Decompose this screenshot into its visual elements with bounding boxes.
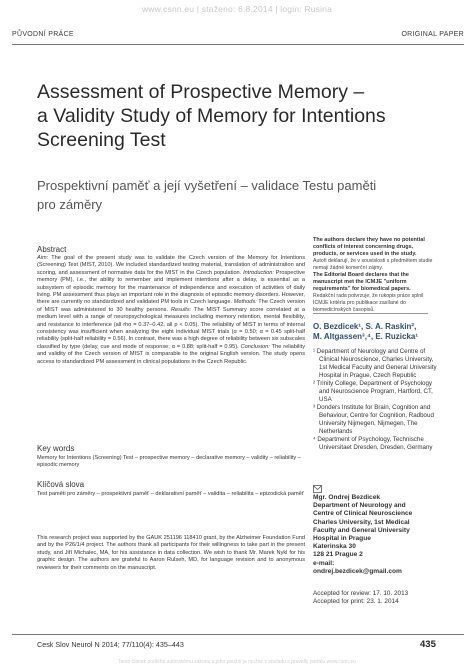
affiliation-item: ⁴ Department of Psychology, Technische Universitaet Dresden, Dresden, Germany <box>313 436 433 451</box>
corresponding-email[interactable]: ondrej.bezdicek@gmail.com <box>313 567 402 575</box>
declaration-conflicts-czech: Autoři deklarují, že v souvislosti s předmětem studie nemají žádné komerční zájmy. <box>313 258 433 271</box>
abstract-methods: The Czech version of MIST was administered to 30 healthy persons. <box>37 299 305 313</box>
article-subtitle-czech <box>37 176 457 214</box>
footer-divider <box>12 634 464 635</box>
author-line: O. Bezdicek¹, S. A. Raskin², <box>313 322 417 331</box>
affiliations <box>313 348 438 452</box>
abstract-label-introduction: Introduction: <box>243 269 274 276</box>
abstract-heading: Abstract <box>37 245 67 254</box>
title-line: a Validity Study of Memory for Intentions <box>37 105 386 127</box>
declaration-box <box>313 237 438 314</box>
declaration-icmje-czech: Redakční rada potvrzuje, že rukopis práce splnil ICMJE kritéria pro publikace zasílané do biomedicínských časopisů. <box>313 293 424 313</box>
author-line: M. Altgassen³,⁴, E. Ruzicka¹ <box>313 332 419 341</box>
affiliation-item: ³ Donders Institute for Brain, Cognition and Behaviour, Centre for Cognition, Radboud University Nijmegen, Nijmegen, The Netherlands <box>313 404 434 435</box>
subtitle-line: pro záměry <box>37 197 103 212</box>
corresponding-address-line: Charles University, 1st Medical <box>313 518 410 526</box>
corresponding-address-line: Hospital in Prague <box>313 535 371 543</box>
title-line: Assessment of Prospective Memory – <box>37 81 365 103</box>
keywords-heading: Key words <box>37 444 75 453</box>
abstract-label-results: Results: <box>170 306 192 313</box>
title-line: Screening Test <box>37 129 166 151</box>
header-divider <box>12 44 464 45</box>
page-number: 435 <box>420 639 436 650</box>
corresponding-address-line: 128 21 Prague 2 <box>313 551 363 559</box>
corresponding-email-label: e-mail: <box>313 559 335 567</box>
subtitle-line: Prospektivní paměť a její vyšetření – validace Testu paměti <box>37 178 377 193</box>
header-section-label: PŮVODNÍ PRÁCE <box>12 31 74 38</box>
page-header <box>12 31 464 42</box>
abstract-section <box>37 245 305 366</box>
envelope-icon <box>313 485 322 493</box>
funding-acknowledgement: This research project was supported by the GAUK 251196 118410 grant, by the Alzheimer Foundation Fund and by the P26/1/4 project. The authors thank all participants for their willingness to take part in the present study, and Jiří Michalec, MA, for his assistance in data collection. We wish to thank Mr. Marek Nykl for his graphic design. The authors are grateful to Aaron Rulseh, MD, for language revision and to anonymous reviewers for their comments on the manuscript. <box>37 535 305 571</box>
watermark-top: www.csnn.eu | staženo: 6.8.2014 | login: Rusina <box>141 4 333 14</box>
abstract-label-conclusion: Conclusion: <box>240 343 270 350</box>
watermark-bottom: Tento článek podléhá autorskému zákonu a jeho použití je možné v souladu s pravidly portálu www.csnn.eu <box>118 659 356 665</box>
corresponding-address-line: Faculty and General University <box>313 526 410 534</box>
abstract-results: The MIST Summary score correlated at a medium level with a range of neuropsychological measures including memory retention, mental flexibility, and resistance to interference (all rho = 0.37–0.42, all p < 0.05). The reliability of MIST in terms of internal consistency was insufficient when analyzing the eight individual MIST trials (α = 0.50; α = 0.45 split-half reliability (split-half reliability = 0.56). In contrast, there was a high degree of reliability between six subscales classified by type (delay, cue and mode of response; α = 0.88; split-half = 0.95). <box>37 306 305 350</box>
right-column-divider <box>313 313 428 314</box>
abstract-aim: The goal of the present study was to validate the Czech version of the Memory for Intentions (Screening) Test (MIST, 2010). We included standardized testing material, translation of administration and scoring, and assessment of normative data for the MIST in the Czech population. <box>37 255 305 276</box>
manuscript-dates <box>313 590 438 606</box>
klicova-slova-section <box>37 480 305 498</box>
declaration-conflicts: The authors declare they have no potential conflicts of interest concerning drugs, products, or services used in the study. <box>313 237 425 257</box>
author-list <box>313 322 438 342</box>
corresponding-author <box>313 494 438 576</box>
klicova-slova-heading: Klíčová slova <box>37 480 85 489</box>
keywords-section <box>37 444 305 470</box>
corresponding-address-line: Katerinska 30 <box>313 543 356 551</box>
corresponding-address-line: Centre of Clinical Neuroscience <box>313 510 413 518</box>
declaration-icmje: The Editorial Board declares that the manuscript met the ICMJE "uniform requirements" for biomedical papers. <box>313 272 411 292</box>
keywords-text: Memory for Intentions (Screening) Test – prospective memory – declarative memory – validity – reliability – episodic memory <box>37 455 301 469</box>
abstract-text <box>37 255 305 366</box>
affiliation-item: ¹ Department of Neurology and Centre of Clinical Neuroscience, Charles University, 1st Medical Faculty and General University Hospital in Prague, Czech Republic <box>313 348 437 379</box>
journal-citation: Cesk Slov Neurol N 2014; 77/110(4): 435–443 <box>37 640 184 649</box>
abstract-label-aim: Aim: <box>37 255 49 261</box>
accepted-for-review: Accepted for review: 17. 10. 2013 <box>313 590 409 597</box>
abstract-label-methods: Methods: <box>233 299 257 306</box>
abstract-conclusion: The reliability and validity of the Czech version of MIST is comparable to the original English version. The study opens access to standardized PM assessment in clinical populations in the Czech Republic. <box>37 343 305 365</box>
affiliation-item: ² Trinity College, Department of Psychology and Neuroscience Program, Hartford, CT, USA <box>313 380 433 403</box>
abstract-introduction: Prospective memory (PM), i.e., the ability to remember and implement intentions after a delay, is essential as a subsystem of episodic memory for the maintenance of independence and execution of activities of daily living. PM assessment thus plays an important role in the diagnosis of episodic memory disorders. However, there are currently no standardized and validated PM tools in Czech language. <box>37 269 305 306</box>
article-title <box>37 80 457 152</box>
klicova-slova-text: Test paměti pro záměry – prospektivní paměť – deklarativní paměť – validita – reliabilita – epizodická paměť <box>37 491 304 497</box>
accepted-for-print: Accepted for print: 23. 1. 2014 <box>313 598 399 605</box>
header-paper-type: ORIGINAL PAPER <box>401 31 464 38</box>
corresponding-name: Mgr. Ondrej Bezdicek <box>313 494 381 501</box>
corresponding-address-line: Department of Neurology and <box>313 502 406 510</box>
